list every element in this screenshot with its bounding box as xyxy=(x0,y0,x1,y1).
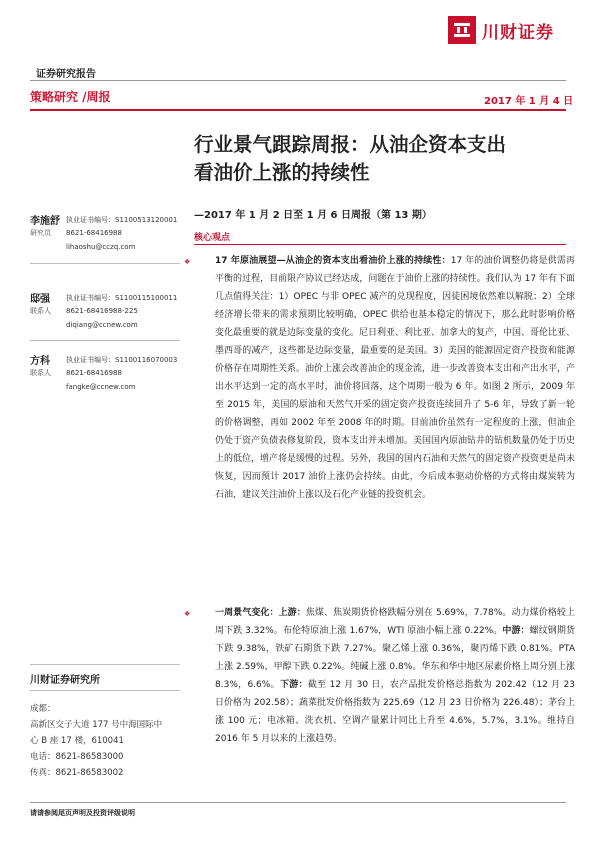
header-red-divider xyxy=(30,109,566,111)
oil-outlook-heading: 17 年原油展望—从油企的资本支出看油价上涨的持续性： xyxy=(215,256,451,266)
analyst-phone: 8621-68416988 xyxy=(66,369,122,377)
company-logo-icon xyxy=(448,16,476,44)
institute-name: 川财证券研究所 xyxy=(30,675,100,686)
institute-address xyxy=(30,701,190,781)
institute-phone: 电话：8621-86583000 xyxy=(30,752,124,762)
company-logo-text: 川财证券 xyxy=(482,23,554,43)
analyst-license: 执业证书编号：S1100513120001 xyxy=(66,216,178,224)
report-title xyxy=(194,131,574,187)
downstream-text: 截至 12 月 30 日，农产品批发价格总指数为 202.42（12 月 23 日价格为 202.58）；蔬菜批发价格指数为 225.69（12 月 23 日价格为 226.48）；茅台上涨 100 元；电冰箱、洗衣机、空调产量累计同比上升至 4.6%，5.7%，3.1%。维持自 2016 年 5 月以来的上涨趋势。 xyxy=(215,680,575,744)
midstream-text: 螺纹钢期货下跌 9.38%，铁矿石期货下跌 7.27%。聚乙烯上涨 0.36%，聚丙烯下跌 0.81%。PTA 上涨 2.59%，甲醇下跌 0.22%。纯碱上涨 0.8%。华东和华中地区尿素价格上周分别上涨 8.3%，6.6%。 xyxy=(215,626,575,690)
analyst-license: 执业证书编号：S1100115100011 xyxy=(66,294,178,302)
downstream-heading: 下游： xyxy=(279,680,308,690)
analyst-role: 研究员 xyxy=(30,229,51,237)
report-subtitle: —2017 年 1 月 2 日至 1 月 6 日周报（第 13 期） xyxy=(194,210,432,221)
report-category: 策略研究 /周报 xyxy=(30,90,111,104)
oil-outlook-text: 17 年的油价调整仍将是供需再平衡的过程，目前限产协议已经达成，问题在于油价上涨的持续性。我们认为 17 年有下面几点值得关注：1）OPEC 与非 OPEC 减产的兑现程度，因徒困境依然难以解脱；2）全球经济增长带来的需求预期比较明确，OPEC 供给也基本稳定的情况下，那么此时影响价格变化最重要的就是边际变量的变化。尼日利亚、利比亚、加拿大的复产，中国、哥伦比亚、墨西哥的减产，这些都是边际变量，最重要的是美国。3）美国的能源固定资产投资和能源价格存在周期性关系。油价上涨会改善油企的现金流，进一步改善资本支出和产出水平，产出水平达到一定的高水平时，油价将回落，这个周期一般为 6 年。如图 2 所示，2009 年至 2015 年，美国的原油和天然气开采的固定资产投资连续回升了 5-6 年，导致了新一轮的价格调整，再如 2002 年至 2008 年的时期。目前油价虽然有一定程度的上涨，但油企仍处于资产负债表修复阶段，资本支出并未增加。美国国内原油钻井的钻机数量仍处于历史上的低位，增产将是缓慢的过程。另外，我国的国内石油和天然气的固定资产投资更是尚未恢复，因而预计 2017 油价上涨仍会持续。由此，今后成本驱动价格的方式将由煤炭转为石油，建议关注油价上涨以及石化产业链的投资机会。 xyxy=(215,256,576,500)
institute-top-divider xyxy=(30,664,180,665)
analyst-divider xyxy=(30,263,180,264)
oil-outlook-paragraph xyxy=(215,252,575,504)
institute-fax: 传真：8621-86583002 xyxy=(30,768,124,778)
analyst-license: 执业证书编号：S1100116070003 xyxy=(66,356,178,364)
analyst-name: 邸强 xyxy=(30,294,50,305)
report-title-line-1: 行业景气跟踪周报：从油企资本支出 xyxy=(194,133,507,156)
report-title-line-2: 看油价上涨的持续性 xyxy=(194,161,370,184)
analyst-phone: 8621-68416988-225 xyxy=(66,307,138,315)
analyst-name: 李施舒 xyxy=(30,216,60,227)
analyst-name: 方科 xyxy=(30,356,50,367)
address-city: 成都： xyxy=(30,704,56,714)
institute-divider xyxy=(30,690,180,691)
weekly-changes-paragraph xyxy=(215,604,575,748)
midstream-heading: 中游： xyxy=(502,626,530,636)
address-line-2: 心 B 座 17 楼，610041 xyxy=(30,736,124,746)
footer-divider xyxy=(30,802,566,803)
analyst-divider xyxy=(30,340,180,341)
header-divider xyxy=(30,80,566,81)
disclaimer-note[interactable]: 请请参阅尾页声明及投资评级说明 xyxy=(30,809,135,817)
analyst-phone: 8621-68416988 xyxy=(66,229,122,237)
weekly-changes-heading: 一周景气变化：上游： xyxy=(215,608,306,618)
core-divider xyxy=(194,244,566,245)
analyst-email[interactable]: lihaoshu@cczq.com xyxy=(66,243,136,251)
analyst-email[interactable]: diqiang@ccnew.com xyxy=(66,321,138,329)
bullet-icon: ❖ xyxy=(184,258,191,266)
analyst-email[interactable]: fangke@ccnew.com xyxy=(66,383,136,391)
analyst-role: 联系人 xyxy=(30,307,51,315)
report-date: 2017 年 1 月 4 日 xyxy=(484,96,574,107)
core-viewpoint-label: 核心观点 xyxy=(194,233,231,243)
address-line-1: 高新区交子大道 177 号中海国际中 xyxy=(30,720,163,730)
upstream-text: 焦煤、焦炭期货价格跌幅分别在 5.69%，7.78%。动力煤价格较上周下跌 3.32%。布伦特原油上涨 1.67%，WTI 原油小幅上涨 0.22%。 xyxy=(215,608,575,636)
analyst-role: 联系人 xyxy=(30,369,51,377)
report-type-label: 证券研究报告 xyxy=(36,69,96,80)
bullet-icon: ❖ xyxy=(184,610,191,618)
